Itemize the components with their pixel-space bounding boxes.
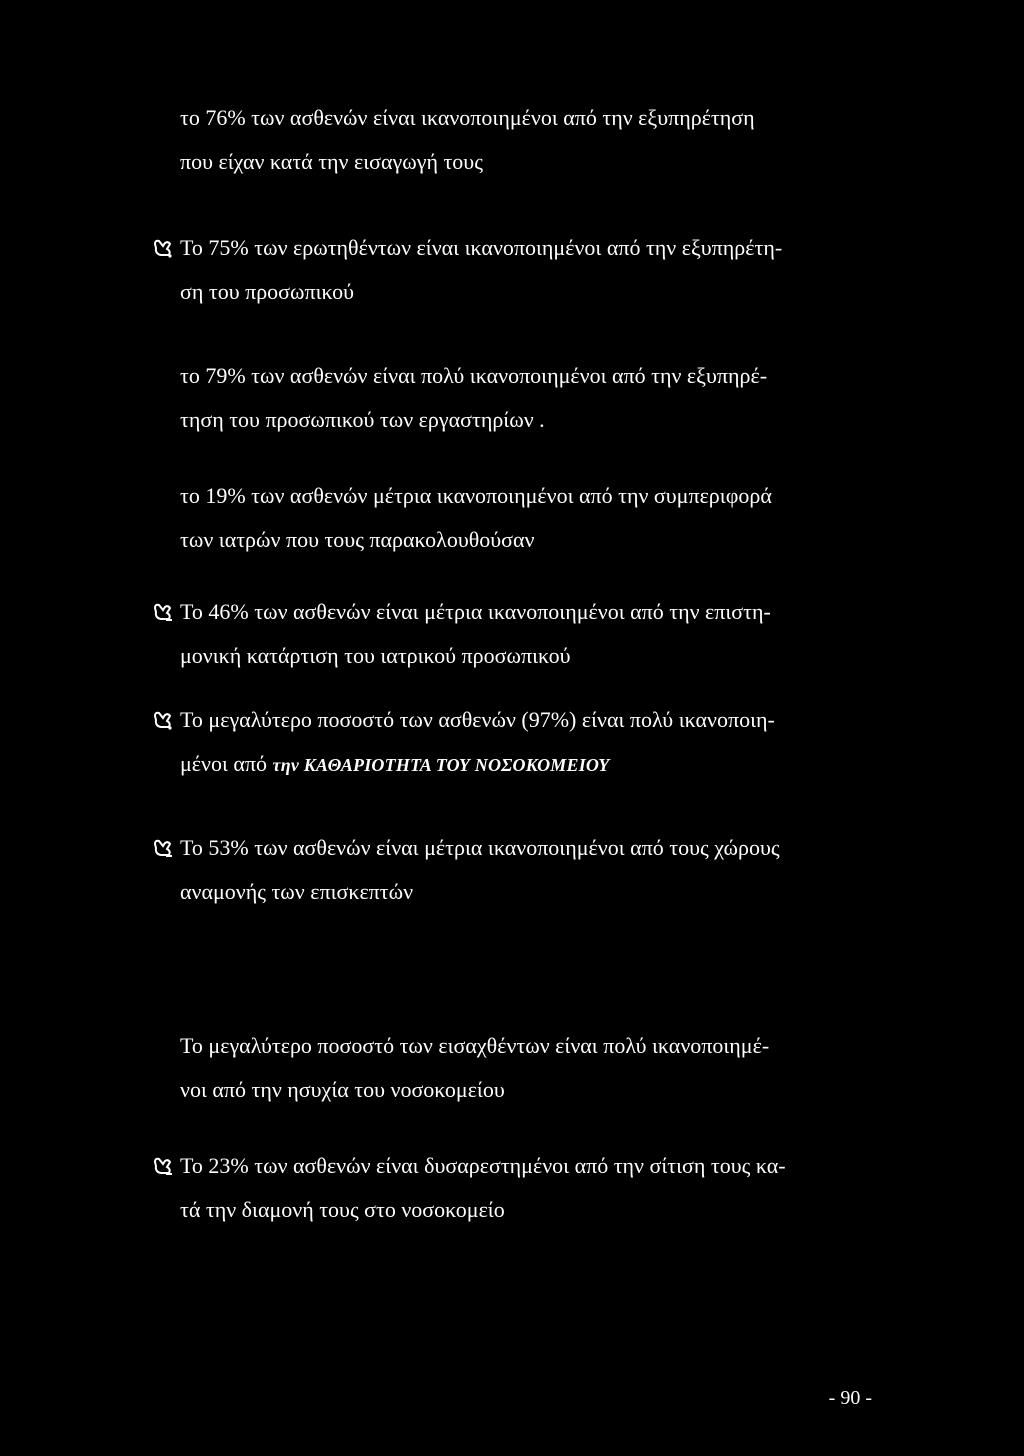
paragraph-line-text: Το μεγαλύτερο ποσοστό των ασθενών (97%) είναι πολύ ικανοποιη- bbox=[180, 707, 775, 732]
paragraph-8 bbox=[180, 1024, 769, 1112]
paragraph-4 bbox=[180, 474, 772, 562]
paragraph-line bbox=[152, 742, 775, 786]
paragraph-line: το 19% των ασθενών μέτρια ικανοποιημένοι από την συμπεριφορά bbox=[180, 483, 772, 508]
paragraph-line bbox=[152, 698, 775, 742]
paragraph-line: Το μεγαλύτερο ποσοστό των εισαχθέντων είναι πολύ ικανοποιημέ- bbox=[180, 1033, 770, 1058]
paragraph-7 bbox=[152, 826, 780, 914]
paragraph-3 bbox=[180, 354, 767, 442]
paragraph-line: που είχαν κατά την εισαγωγή τους bbox=[180, 149, 483, 174]
paragraph-line bbox=[152, 1144, 786, 1188]
paragraph-line: αναμονής των επισκεπτών bbox=[180, 879, 414, 904]
page-number: - 90 - bbox=[828, 1387, 872, 1409]
hand-pointer-icon bbox=[152, 837, 174, 859]
paragraph-line-text: μένοι από bbox=[180, 751, 268, 776]
paragraph-line: νοι από την ησυχία του νοσοκομείου bbox=[180, 1077, 505, 1102]
paragraph-1 bbox=[180, 96, 755, 184]
paragraph-9 bbox=[152, 1144, 786, 1232]
paragraph-line: μονική κατάρτιση του ιατρικού προσωπικού bbox=[180, 643, 571, 668]
paragraph-line: των ιατρών που τους παρακολουθούσαν bbox=[180, 527, 535, 552]
paragraph-line: τηση του προσωπικού των εργαστηρίων . bbox=[180, 407, 545, 432]
hand-pointer-icon bbox=[152, 237, 174, 259]
paragraph-5 bbox=[152, 590, 771, 678]
paragraph-line-text: Το 23% των ασθενών είναι δυσαρεστημένοι από την σίτιση τους κα- bbox=[180, 1153, 786, 1178]
paragraph-line: ση του προσωπικού bbox=[180, 279, 355, 304]
paragraph-line bbox=[152, 826, 780, 870]
emphasis-text: την ΚΑΘΑΡΙΟΤΗΤΑ ΤΟΥ ΝΟΣΟΚΟΜΕΙΟΥ bbox=[272, 755, 610, 775]
paragraph-line: τά την διαμονή τους στο νοσοκομείο bbox=[180, 1197, 505, 1222]
paragraph-line-text: Το 46% των ασθενών είναι μέτρια ικανοποιημένοι από την επιστη- bbox=[180, 599, 771, 624]
paragraph-line-text: Το 53% των ασθενών είναι μέτρια ικανοποιημένοι από τους χώρους bbox=[180, 835, 780, 860]
hand-pointer-icon bbox=[152, 709, 174, 731]
paragraph-2 bbox=[152, 226, 782, 314]
hand-pointer-icon bbox=[152, 1155, 174, 1177]
paragraph-line bbox=[152, 226, 782, 270]
paragraph-line bbox=[152, 590, 771, 634]
paragraph-line: το 79% των ασθενών είναι πολύ ικανοποιημένοι από την εξυπηρέ- bbox=[180, 363, 768, 388]
hand-pointer-icon bbox=[152, 601, 174, 623]
paragraph-line: το 76% των ασθενών είναι ικανοποιημένοι από την εξυπηρέτηση bbox=[180, 105, 755, 130]
paragraph-line-text: Το 75% των ερωτηθέντων είναι ικανοποιημένοι από την εξυπηρέτη- bbox=[180, 235, 783, 260]
paragraph-6 bbox=[152, 698, 775, 786]
